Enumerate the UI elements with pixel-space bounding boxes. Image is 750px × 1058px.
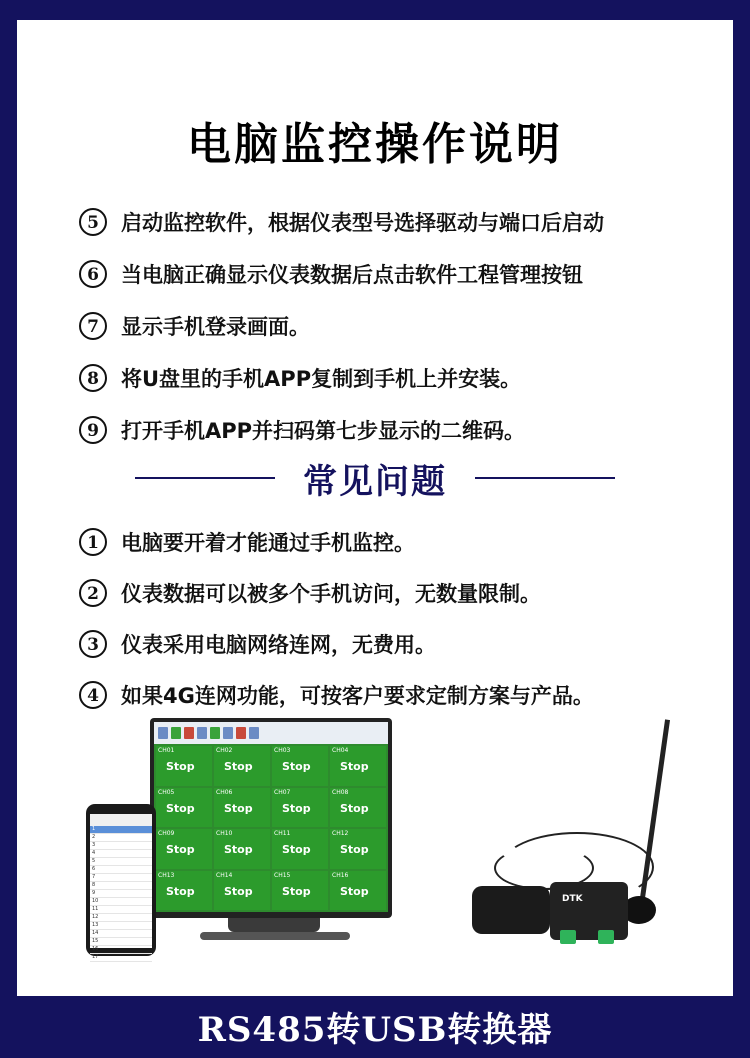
terminal-block (598, 930, 614, 944)
channel-cell (272, 788, 328, 828)
step-text: 打开手机APP并扫码第七步显示的二维码。 (121, 419, 526, 443)
faq-item (79, 618, 719, 669)
channel-cell (330, 871, 386, 911)
channel-status: Stop (340, 760, 369, 773)
monitor-base (200, 932, 350, 940)
step-number-badge: 6 (79, 260, 107, 288)
step-text: 显示手机登录画面。 (121, 315, 310, 339)
channel-label: CH16 (332, 871, 349, 879)
channel-cell (330, 829, 386, 869)
channel-label: CH07 (274, 788, 291, 796)
channel-status: Stop (282, 801, 311, 815)
monitor-stand (228, 918, 320, 932)
channel-label: CH04 (332, 747, 349, 754)
channel-cell (272, 829, 328, 869)
step-item (79, 248, 719, 300)
channel-grid (154, 744, 388, 912)
faq-number-badge: 2 (79, 579, 107, 607)
step-text: 启动监控软件，根据仪表型号选择驱动与端口后启动 (121, 211, 604, 235)
channel-label: CH14 (216, 871, 233, 879)
faq-item (79, 516, 719, 567)
channel-status: Stop (166, 843, 195, 856)
step-item (79, 352, 719, 404)
footer-product-name: RS485转USB转换器 (197, 1010, 553, 1050)
step-text: 当电脑正确显示仪表数据后点击软件工程管理按钮 (121, 263, 583, 287)
faq-text: 仪表采用电脑网络连网，无费用。 (121, 632, 436, 657)
toolbar-icon (171, 727, 181, 739)
phone-list-row: 1 (90, 826, 152, 834)
channel-cell (330, 788, 386, 828)
phone-list-row: 3 (90, 842, 152, 850)
steps-list (79, 196, 719, 456)
channel-status: Stop (166, 884, 195, 898)
phone-list-row: 12 (90, 914, 152, 922)
phone-list-row: 17 (90, 954, 152, 962)
step-text: 将U盘里的手机APP复制到手机上并安装。 (121, 367, 522, 391)
page-title: 电脑监控操作说明 (187, 119, 563, 170)
faq-header (17, 452, 733, 504)
channel-label: CH06 (216, 788, 233, 796)
channel-status: Stop (224, 760, 253, 773)
faq-text: 如果4G连网功能，可按客户要求定制方案与产品。 (121, 683, 594, 708)
software-toolbar (154, 722, 388, 744)
toolbar-icon (158, 727, 168, 739)
channel-label: CH11 (274, 830, 291, 837)
channel-label: CH12 (332, 830, 349, 837)
channel-status: Stop (224, 884, 253, 898)
faq-list (79, 516, 719, 720)
phone-list-row: 13 (90, 922, 152, 930)
channel-cell (156, 871, 212, 911)
phone-list-row: 5 (90, 858, 152, 866)
phone-list-row: 15 (90, 938, 152, 946)
terminal-block (560, 930, 576, 944)
channel-cell (214, 829, 270, 869)
phone-list-row: 9 (90, 890, 152, 898)
faq-text: 仪表数据可以被多个手机访问，无数量限制。 (121, 581, 541, 606)
channel-status: Stop (340, 884, 369, 898)
channel-label: CH02 (216, 747, 233, 754)
channel-cell (156, 788, 212, 828)
phone-app-header (90, 814, 152, 826)
step-item (79, 300, 719, 352)
toolbar-icon (197, 727, 207, 739)
channel-status: Stop (166, 801, 195, 815)
channel-label: CH09 (158, 830, 175, 837)
toolbar-icon (184, 727, 194, 739)
divider-right (475, 477, 615, 479)
channel-label: CH10 (216, 830, 233, 837)
phone-list-row: 4 (90, 850, 152, 858)
channel-cell (272, 746, 328, 786)
channel-label: CH08 (332, 788, 349, 796)
toolbar-icon (249, 727, 259, 739)
step-number-badge: 8 (79, 364, 107, 392)
channel-status: Stop (282, 884, 311, 898)
phone-list-row: 14 (90, 930, 152, 938)
faq-item (79, 567, 719, 618)
faq-title: 常见问题 (303, 461, 447, 502)
channel-label: CH15 (274, 871, 291, 879)
channel-label: CH01 (158, 747, 175, 754)
divider-left (135, 477, 275, 479)
converter-brand-label: DTK (562, 894, 583, 904)
phone-list-row: 10 (90, 898, 152, 906)
phone-list-row: 7 (90, 874, 152, 882)
phone-list-row: 2 (90, 834, 152, 842)
channel-label: CH05 (158, 788, 175, 796)
faq-item (79, 669, 719, 720)
channel-status: Stop (224, 801, 253, 815)
channel-label: CH03 (274, 747, 291, 754)
faq-number-badge: 4 (79, 681, 107, 709)
channel-status: Stop (340, 843, 369, 856)
step-number-badge: 9 (79, 416, 107, 444)
step-number-badge: 5 (79, 208, 107, 236)
channel-cell (330, 746, 386, 786)
channel-cell (214, 871, 270, 911)
step-item (79, 404, 719, 456)
toolbar-icon (210, 727, 220, 739)
phone-illustration (86, 804, 156, 960)
faq-number-badge: 3 (79, 630, 107, 658)
phone-list-row: 6 (90, 866, 152, 874)
channel-status: Stop (282, 843, 311, 856)
phone-list-row: 11 (90, 906, 152, 914)
channel-label: CH13 (158, 871, 175, 879)
channel-status: Stop (224, 843, 253, 856)
monitor-illustration (150, 718, 392, 918)
power-adapter-illustration (472, 886, 550, 934)
channel-cell (214, 788, 270, 828)
channel-status: Stop (166, 760, 195, 773)
channel-cell (214, 746, 270, 786)
channel-cell (272, 871, 328, 911)
toolbar-icon (223, 727, 233, 739)
toolbar-icon (236, 727, 246, 739)
channel-status: Stop (282, 760, 311, 773)
step-item (79, 196, 719, 248)
channel-status: Stop (340, 801, 369, 815)
phone-list-row: 8 (90, 882, 152, 890)
phone-screen (90, 814, 152, 960)
channel-cell (156, 829, 212, 869)
channel-cell (156, 746, 212, 786)
faq-number-badge: 1 (79, 528, 107, 556)
faq-text: 电脑要开着才能通过手机监控。 (121, 530, 415, 555)
step-number-badge: 7 (79, 312, 107, 340)
phone-list-row: 16 (90, 946, 152, 954)
